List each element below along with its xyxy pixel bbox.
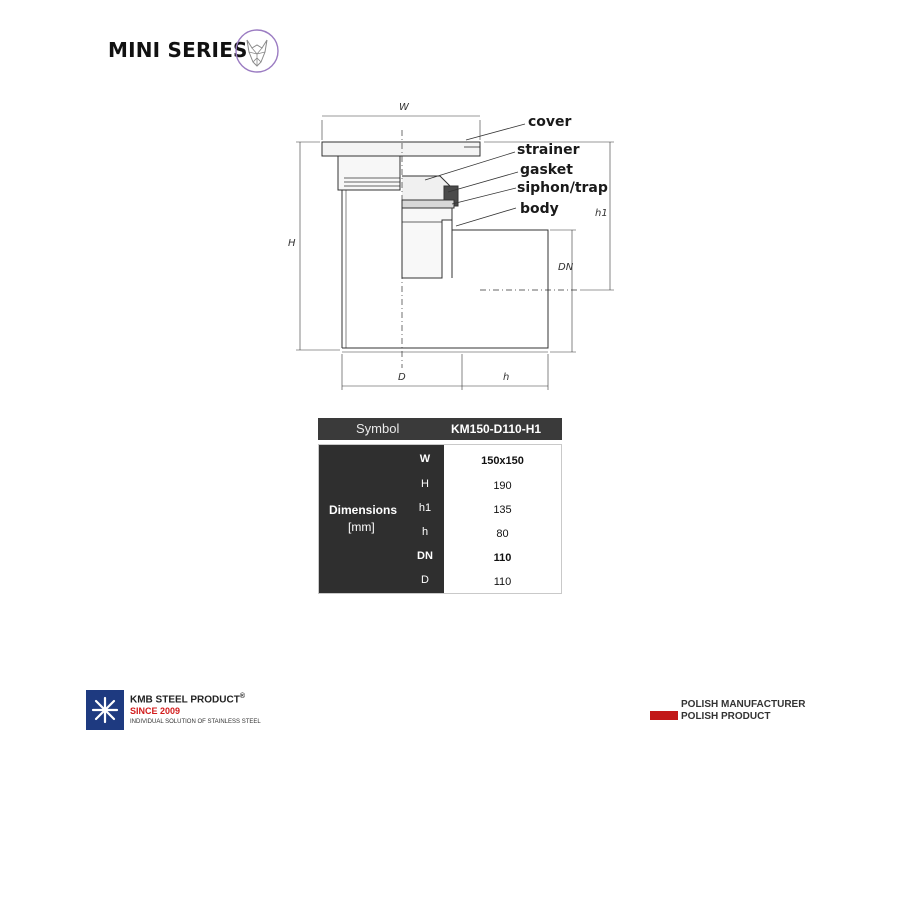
label-gasket: gasket xyxy=(520,162,573,178)
row-symbol: h xyxy=(421,526,429,538)
dim-w-label: W xyxy=(399,102,409,113)
row-symbol: h1 xyxy=(418,502,432,514)
kmb-logo-icon xyxy=(86,690,124,730)
dimensions-label: Dimensions xyxy=(329,503,398,517)
technical-drawing xyxy=(280,100,620,400)
dimensions-unit: [mm] xyxy=(348,520,375,534)
row-symbol: W xyxy=(419,453,431,465)
polish-manufacturer-text: POLISH MANUFACTURER xyxy=(681,699,806,710)
row-value: 150x150 xyxy=(481,455,524,467)
table-left-column xyxy=(319,445,444,593)
dim-h-label: H xyxy=(288,238,296,249)
table-body xyxy=(318,444,562,594)
dim-dn-label: DN xyxy=(558,262,574,273)
polish-flag-red xyxy=(650,711,678,720)
row-value: 110 xyxy=(493,576,512,588)
row-symbol: H xyxy=(421,478,429,490)
brand-since: SINCE 2009 xyxy=(130,706,181,716)
polish-product-text: POLISH PRODUCT xyxy=(681,711,771,722)
row-value: 110 xyxy=(493,552,512,564)
row-value: 80 xyxy=(496,528,509,540)
series-title: MINI SERIES xyxy=(108,38,248,62)
dim-h1-label: h1 xyxy=(595,208,608,219)
table-header xyxy=(318,418,562,440)
brand-tagline: INDIVIDUAL SOLUTION OF STAINLESS STEEL xyxy=(130,719,261,725)
label-strainer: strainer xyxy=(517,142,580,158)
row-value: 135 xyxy=(493,504,512,516)
row-symbol: DN xyxy=(417,550,433,562)
fox-logo-icon xyxy=(234,28,280,74)
symbol-label: Symbol xyxy=(356,421,400,436)
label-siphon-trap: siphon/trap xyxy=(517,180,608,196)
polish-flag-icon xyxy=(650,702,678,711)
label-cover: cover xyxy=(528,114,572,130)
brand-name: KMB STEEL PRODUCT® xyxy=(130,693,245,706)
dim-h-small-label: h xyxy=(503,372,510,383)
symbol-value: KM150-D110-H1 xyxy=(451,422,542,436)
label-body: body xyxy=(520,201,559,217)
row-symbol: D xyxy=(421,574,429,586)
dim-d-label: D xyxy=(398,372,406,383)
row-value: 190 xyxy=(493,480,512,492)
